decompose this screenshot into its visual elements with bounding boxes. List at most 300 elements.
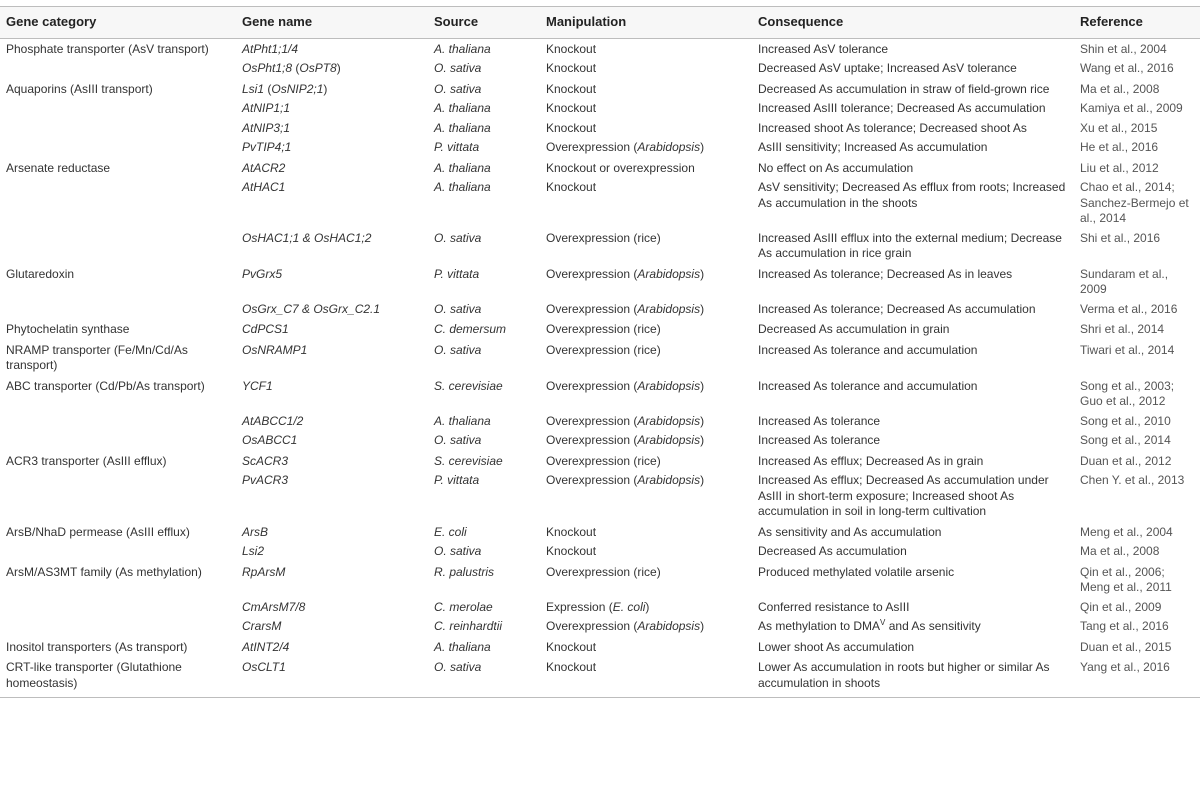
source-text: A. thaliana <box>434 180 491 194</box>
cell-gene-category <box>0 376 236 412</box>
table-row <box>0 471 1200 522</box>
cell-reference <box>1074 319 1200 340</box>
cell-manipulation: Overexpression (Arabidopsis) <box>546 413 705 428</box>
cell-reference <box>1074 158 1200 179</box>
cell-consequence <box>752 119 1074 139</box>
cell-gene-name <box>236 376 428 412</box>
gene-name-text: Lsi2 <box>242 544 265 558</box>
manipulation-text: Overexpression <box>546 378 631 393</box>
manipulation-text: Knockout <box>546 524 597 539</box>
consequence-text: Increased AsIII efflux into the external medium; Decrease As accumulation in rice grain <box>758 230 1062 260</box>
source-text: A. thaliana <box>434 120 491 135</box>
cell-consequence <box>752 229 1074 264</box>
cell-source <box>428 119 540 139</box>
reference-text: Sundaram et al., 2009 <box>1080 266 1169 296</box>
gene-name-text: OsABCC1 <box>242 433 298 447</box>
consequence-text: Increased As tolerance; Decreased As in leaves <box>758 266 1013 281</box>
cell-source <box>428 522 540 543</box>
cell-gene-name <box>236 158 428 179</box>
table-row <box>0 637 1200 658</box>
cell-gene-category <box>0 412 236 432</box>
cell-consequence <box>752 657 1074 698</box>
reference-text: Chao et al., 2014; Sanchez-Bermejo et al., 2014 <box>1080 180 1189 225</box>
source-text: O. sativa <box>434 230 482 245</box>
manipulation-text: Overexpression (rice) <box>546 564 661 579</box>
consequence-text: As methylation to DMA <box>758 619 881 633</box>
consequence-text: Increased As tolerance and accumulation <box>758 342 978 357</box>
cell-reference <box>1074 376 1200 412</box>
cell-gene-category <box>0 657 236 698</box>
cell-manipulation: Overexpression (Arabidopsis) <box>546 378 705 393</box>
cell-gene-category <box>0 59 236 79</box>
manipulation-text: Overexpression <box>546 619 631 633</box>
cell-source <box>428 412 540 432</box>
cell-consequence <box>752 451 1074 472</box>
cell-source <box>428 229 540 264</box>
consequence-text: Increased AsV tolerance <box>758 41 889 56</box>
source-text: O. sativa <box>434 301 482 316</box>
cell-gene-category <box>0 79 236 100</box>
cell-reference <box>1074 657 1200 698</box>
manipulation-text: Overexpression (rice) <box>546 342 661 357</box>
cell-source <box>428 376 540 412</box>
cell-consequence <box>752 637 1074 658</box>
manipulation-text: Overexpression (rice) <box>546 453 661 468</box>
header-reference: Reference <box>1074 7 1200 39</box>
cell-source <box>428 598 540 618</box>
cell-gene-category <box>0 598 236 618</box>
reference-text: Song et al., 2014 <box>1080 433 1171 447</box>
gene-name-text: PvTIP4;1 <box>242 140 292 154</box>
cell-manipulation <box>540 319 752 340</box>
cell-manipulation <box>540 522 752 543</box>
reference-text: Shri et al., 2014 <box>1080 322 1165 336</box>
cell-consequence <box>752 99 1074 119</box>
gene-table <box>0 6 1200 698</box>
consequence-text: Lower As accumulation in roots but higher or similar As accumulation in shoots <box>758 660 1050 690</box>
cell-gene-name <box>236 229 428 264</box>
consequence-superscript: V <box>880 618 886 627</box>
gene-name-text: PvACR3 <box>242 473 289 487</box>
reference-text: Duan et al., 2012 <box>1080 453 1172 468</box>
cell-source <box>428 138 540 158</box>
cell-gene-name: OsPht1;8 (OsPT8) <box>242 61 341 75</box>
consequence-text: AsV sensitivity; Decreased As efflux from roots; Increased As accumulation in the shoots <box>758 180 1066 210</box>
reference-text: Song et al., 2003; Guo et al., 2012 <box>1080 378 1175 408</box>
reference-text: Tang et al., 2016 <box>1080 619 1169 633</box>
source-text: E. coli <box>434 524 467 539</box>
manipulation-text: Overexpression <box>546 301 631 316</box>
reference-text: Tiwari et al., 2014 <box>1080 342 1175 357</box>
cell-gene-name <box>236 340 428 376</box>
cell-manipulation <box>540 451 752 472</box>
cell-gene-category <box>0 471 236 522</box>
gene-name-text: AtNIP3;1 <box>242 120 291 135</box>
cell-manipulation: Expression (E. coli) <box>546 599 650 614</box>
cell-gene-category <box>0 99 236 119</box>
cell-consequence <box>752 59 1074 79</box>
cell-manipulation: Overexpression (Arabidopsis) <box>546 433 705 447</box>
cell-source <box>428 319 540 340</box>
manipulation-text: Knockout <box>546 101 597 115</box>
source-text: C. merolae <box>434 599 493 614</box>
table-row <box>0 79 1200 100</box>
consequence-text: Lower shoot As accumulation <box>758 639 915 654</box>
cell-manipulation <box>540 59 752 79</box>
reference-text: He et al., 2016 <box>1080 140 1159 154</box>
cell-gene-category <box>0 158 236 179</box>
reference-text: Wang et al., 2016 <box>1080 61 1174 75</box>
gene-name-text: CrarsM <box>242 619 282 633</box>
consequence-text: Increased As tolerance and accumulation <box>758 378 978 393</box>
consequence-text: Increased AsIII tolerance; Decreased As accumulation <box>758 101 1046 115</box>
source-text: O. sativa <box>434 61 482 75</box>
consequence-text: Increased As tolerance <box>758 433 881 447</box>
gene-name-text: PvGrx5 <box>242 266 283 281</box>
manipulation-text: Overexpression <box>546 140 631 154</box>
gene-category-text: Aquaporins (AsIII transport) <box>6 81 153 96</box>
consequence-text: Increased As efflux; Decreased As in grain <box>758 453 984 468</box>
cell-gene-name <box>236 522 428 543</box>
cell-source <box>428 340 540 376</box>
cell-gene-name <box>236 598 428 618</box>
gene-name-text: AtNIP1;1 <box>242 101 291 115</box>
gene-name-text: AtINT2/4 <box>242 639 290 654</box>
gene-name-text: ScACR3 <box>242 453 289 468</box>
manipulation-host-text: Arabidopsis <box>637 619 701 633</box>
cell-gene-category <box>0 637 236 658</box>
table-header <box>0 7 1200 39</box>
cell-reference <box>1074 471 1200 522</box>
table-row <box>0 598 1200 618</box>
source-text: A. thaliana <box>434 160 491 175</box>
consequence-text: Decreased As accumulation in grain <box>758 322 950 336</box>
cell-consequence <box>752 138 1074 158</box>
reference-text: Ma et al., 2008 <box>1080 544 1160 558</box>
cell-gene-name <box>236 319 428 340</box>
cell-reference <box>1074 451 1200 472</box>
cell-consequence <box>752 376 1074 412</box>
manipulation-text: Overexpression <box>546 433 631 447</box>
cell-manipulation <box>540 657 752 698</box>
gene-category-text: ABC transporter (Cd/Pb/As transport) <box>6 378 205 393</box>
reference-text: Qin et al., 2009 <box>1080 599 1162 614</box>
reference-text: Meng et al., 2004 <box>1080 524 1173 539</box>
table-row <box>0 522 1200 543</box>
cell-consequence <box>752 300 1074 320</box>
cell-manipulation <box>540 178 752 229</box>
consequence-text: Produced methylated volatile arsenic <box>758 564 955 579</box>
reference-text: Kamiya et al., 2009 <box>1080 101 1183 115</box>
table-row <box>0 319 1200 340</box>
manipulation-text: Knockout <box>546 120 597 135</box>
cell-gene-category <box>0 138 236 158</box>
cell-gene-name <box>236 542 428 562</box>
table-row <box>0 340 1200 376</box>
manipulation-text: Knockout or overexpression <box>546 160 695 175</box>
manipulation-text: Knockout <box>546 544 597 558</box>
manipulation-text: Overexpression <box>546 266 631 281</box>
gene-name-text: AtPht1;1/4 <box>242 41 299 56</box>
gene-alt-name-text: OsNIP2;1 <box>271 81 324 96</box>
cell-reference <box>1074 340 1200 376</box>
cell-reference <box>1074 119 1200 139</box>
source-text: S. cerevisiae <box>434 453 503 468</box>
reference-text: Chen Y. et al., 2013 <box>1080 473 1185 487</box>
cell-gene-category <box>0 431 236 451</box>
consequence-text: Increased shoot As tolerance; Decreased shoot As <box>758 120 1027 135</box>
cell-source <box>428 617 540 637</box>
header-gene-name: Gene name <box>236 7 428 39</box>
table-row <box>0 138 1200 158</box>
gene-name-text: CmArsM7/8 <box>242 599 306 614</box>
reference-text: Ma et al., 2008 <box>1080 81 1160 96</box>
cell-reference <box>1074 637 1200 658</box>
manipulation-text: Overexpression <box>546 473 631 487</box>
cell-consequence <box>752 340 1074 376</box>
table-row <box>0 376 1200 412</box>
cell-reference <box>1074 178 1200 229</box>
cell-reference <box>1074 59 1200 79</box>
gene-name-text: OsNRAMP1 <box>242 342 308 357</box>
cell-source <box>428 657 540 698</box>
cell-source <box>428 178 540 229</box>
cell-gene-category <box>0 38 236 59</box>
cell-gene-name <box>236 38 428 59</box>
consequence-text: Increased As tolerance <box>758 413 881 428</box>
cell-reference <box>1074 229 1200 264</box>
manipulation-text: Overexpression <box>546 413 631 428</box>
manipulation-host-text: Arabidopsis <box>637 301 701 316</box>
header-source: Source <box>428 7 540 39</box>
manipulation-host-text: Arabidopsis <box>637 433 701 447</box>
manipulation-host-text: Arabidopsis <box>637 266 701 281</box>
table-row <box>0 542 1200 562</box>
manipulation-text: Knockout <box>546 660 597 674</box>
cell-manipulation <box>540 119 752 139</box>
gene-category-text: ACR3 transporter (AsIII efflux) <box>6 453 167 468</box>
cell-gene-name <box>236 431 428 451</box>
cell-consequence <box>752 471 1074 522</box>
cell-gene-category <box>0 229 236 264</box>
cell-consequence <box>752 178 1074 229</box>
source-text: R. palustris <box>434 564 495 579</box>
cell-source <box>428 38 540 59</box>
cell-consequence <box>752 79 1074 100</box>
cell-consequence <box>752 319 1074 340</box>
cell-source <box>428 79 540 100</box>
cell-consequence <box>752 264 1074 300</box>
cell-manipulation: Overexpression (Arabidopsis) <box>546 473 705 487</box>
cell-gene-name <box>236 119 428 139</box>
cell-gene-name <box>236 637 428 658</box>
manipulation-host-text: Arabidopsis <box>637 473 701 487</box>
header-manipulation: Manipulation <box>540 7 752 39</box>
source-text: O. sativa <box>434 660 482 674</box>
cell-gene-category <box>0 451 236 472</box>
table-row <box>0 38 1200 59</box>
table-row <box>0 431 1200 451</box>
cell-source <box>428 562 540 598</box>
cell-reference <box>1074 431 1200 451</box>
cell-reference <box>1074 138 1200 158</box>
source-text: A. thaliana <box>434 41 491 56</box>
table-row <box>0 264 1200 300</box>
cell-reference <box>1074 617 1200 637</box>
cell-gene-name <box>236 178 428 229</box>
source-text: A. thaliana <box>434 101 491 115</box>
gene-name-text: YCF1 <box>242 378 273 393</box>
cell-gene-category <box>0 300 236 320</box>
cell-consequence <box>752 617 1074 637</box>
consequence-text: Decreased AsV uptake; Increased AsV tolerance <box>758 61 1017 75</box>
manipulation-text: Knockout <box>546 41 597 56</box>
cell-source <box>428 471 540 522</box>
source-text: O. sativa <box>434 81 482 96</box>
source-text: O. sativa <box>434 544 482 558</box>
cell-gene-name <box>236 451 428 472</box>
source-text: P. vittata <box>434 473 480 487</box>
consequence-text: Decreased As accumulation <box>758 544 907 558</box>
cell-consequence <box>752 562 1074 598</box>
source-text: P. vittata <box>434 266 480 281</box>
cell-manipulation <box>540 38 752 59</box>
cell-gene-category <box>0 319 236 340</box>
reference-text: Verma et al., 2016 <box>1080 301 1178 316</box>
reference-text: Shin et al., 2004 <box>1080 41 1167 56</box>
cell-manipulation <box>540 340 752 376</box>
consequence-text: As sensitivity and As accumulation <box>758 524 942 539</box>
gene-category-text: Phytochelatin synthase <box>6 322 130 336</box>
reference-text: Liu et al., 2012 <box>1080 160 1159 175</box>
manipulation-text: Knockout <box>546 180 597 194</box>
cell-source <box>428 300 540 320</box>
cell-gene-name: Lsi1 (OsNIP2;1) <box>242 81 328 96</box>
consequence-text: No effect on As accumulation <box>758 160 914 175</box>
manipulation-text: Overexpression (rice) <box>546 322 661 336</box>
gene-name-text: ArsB <box>242 524 269 539</box>
source-text: S. cerevisiae <box>434 378 503 393</box>
cell-gene-name <box>236 657 428 698</box>
cell-gene-category <box>0 178 236 229</box>
source-text: A. thaliana <box>434 639 491 654</box>
cell-gene-category <box>0 542 236 562</box>
cell-manipulation: Overexpression (Arabidopsis) <box>546 301 705 316</box>
cell-reference <box>1074 99 1200 119</box>
cell-reference <box>1074 264 1200 300</box>
cell-source <box>428 99 540 119</box>
consequence-text: Increased As tolerance; Decreased As accumulation <box>758 301 1036 316</box>
table-row <box>0 657 1200 698</box>
gene-name-text: AtACR2 <box>242 160 286 175</box>
cell-gene-name <box>236 264 428 300</box>
manipulation-host-text: E. coli <box>612 599 646 614</box>
manipulation-host-text: Arabidopsis <box>637 140 701 154</box>
manipulation-host-text: Arabidopsis <box>637 413 701 428</box>
cell-reference <box>1074 38 1200 59</box>
cell-gene-name <box>236 138 428 158</box>
cell-gene-category <box>0 562 236 598</box>
cell-manipulation <box>540 637 752 658</box>
gene-name-text: OsGrx_C7 & OsGrx_C2.1 <box>242 301 381 316</box>
source-text: C. demersum <box>434 322 507 336</box>
gene-name-text: AtHAC1 <box>242 180 286 194</box>
cell-gene-name <box>236 300 428 320</box>
cell-reference <box>1074 412 1200 432</box>
cell-reference <box>1074 79 1200 100</box>
gene-category-text: Arsenate reductase <box>6 160 111 175</box>
gene-category-text: ArsM/AS3MT family (As methylation) <box>6 564 202 579</box>
gene-name-text: RpArsM <box>242 564 286 579</box>
cell-gene-category <box>0 617 236 637</box>
gene-name-text: Lsi1 <box>242 81 265 96</box>
cell-source <box>428 158 540 179</box>
gene-category-text: NRAMP transporter (Fe/Mn/Cd/As transport) <box>6 342 188 372</box>
consequence-text: Conferred resistance to AsIII <box>758 599 910 614</box>
reference-text: Yang et al., 2016 <box>1080 660 1170 674</box>
gene-category-text: Glutaredoxin <box>6 266 75 281</box>
cell-gene-name <box>236 617 428 637</box>
table-row <box>0 99 1200 119</box>
cell-gene-category <box>0 264 236 300</box>
gene-name-text: OsHAC1;1 & OsHAC1;2 <box>242 230 372 245</box>
cell-manipulation <box>540 158 752 179</box>
gene-name-text: OsCLT1 <box>242 660 286 674</box>
table-row <box>0 59 1200 79</box>
source-text: O. sativa <box>434 433 482 447</box>
consequence-text: AsIII sensitivity; Increased As accumulation <box>758 140 988 154</box>
cell-manipulation <box>540 229 752 264</box>
manipulation-text: Knockout <box>546 61 597 75</box>
cell-consequence <box>752 542 1074 562</box>
cell-source <box>428 264 540 300</box>
cell-gene-category <box>0 522 236 543</box>
cell-reference <box>1074 522 1200 543</box>
table-row <box>0 229 1200 264</box>
source-text: A. thaliana <box>434 413 491 428</box>
reference-text: Qin et al., 2006; Meng et al., 2011 <box>1080 564 1172 594</box>
source-text: P. vittata <box>434 140 480 154</box>
cell-manipulation <box>540 542 752 562</box>
cell-consequence <box>752 431 1074 451</box>
table-row <box>0 412 1200 432</box>
manipulation-text: Knockout <box>546 639 597 654</box>
cell-manipulation: Overexpression (Arabidopsis) <box>546 619 705 633</box>
gene-category-text: CRT-like transporter (Glutathione homeostasis) <box>6 660 182 690</box>
cell-manipulation <box>540 562 752 598</box>
table-row <box>0 178 1200 229</box>
cell-reference <box>1074 562 1200 598</box>
gene-name-text: CdPCS1 <box>242 322 289 336</box>
cell-gene-name <box>236 562 428 598</box>
cell-manipulation <box>540 79 752 100</box>
cell-source <box>428 542 540 562</box>
cell-gene-name <box>236 412 428 432</box>
cell-source <box>428 431 540 451</box>
gene-name-text: AtABCC1/2 <box>242 413 304 428</box>
header-gene-category: Gene category <box>0 7 236 39</box>
cell-manipulation: Overexpression (Arabidopsis) <box>546 266 705 281</box>
manipulation-text: Knockout <box>546 81 597 96</box>
reference-text: Shi et al., 2016 <box>1080 230 1161 245</box>
manipulation-text: Overexpression (rice) <box>546 230 661 245</box>
reference-text: Xu et al., 2015 <box>1080 120 1158 135</box>
cell-consequence <box>752 158 1074 179</box>
cell-source <box>428 637 540 658</box>
cell-gene-category <box>0 119 236 139</box>
gene-category-text: Inositol transporters (As transport) <box>6 639 188 654</box>
table-row <box>0 617 1200 637</box>
